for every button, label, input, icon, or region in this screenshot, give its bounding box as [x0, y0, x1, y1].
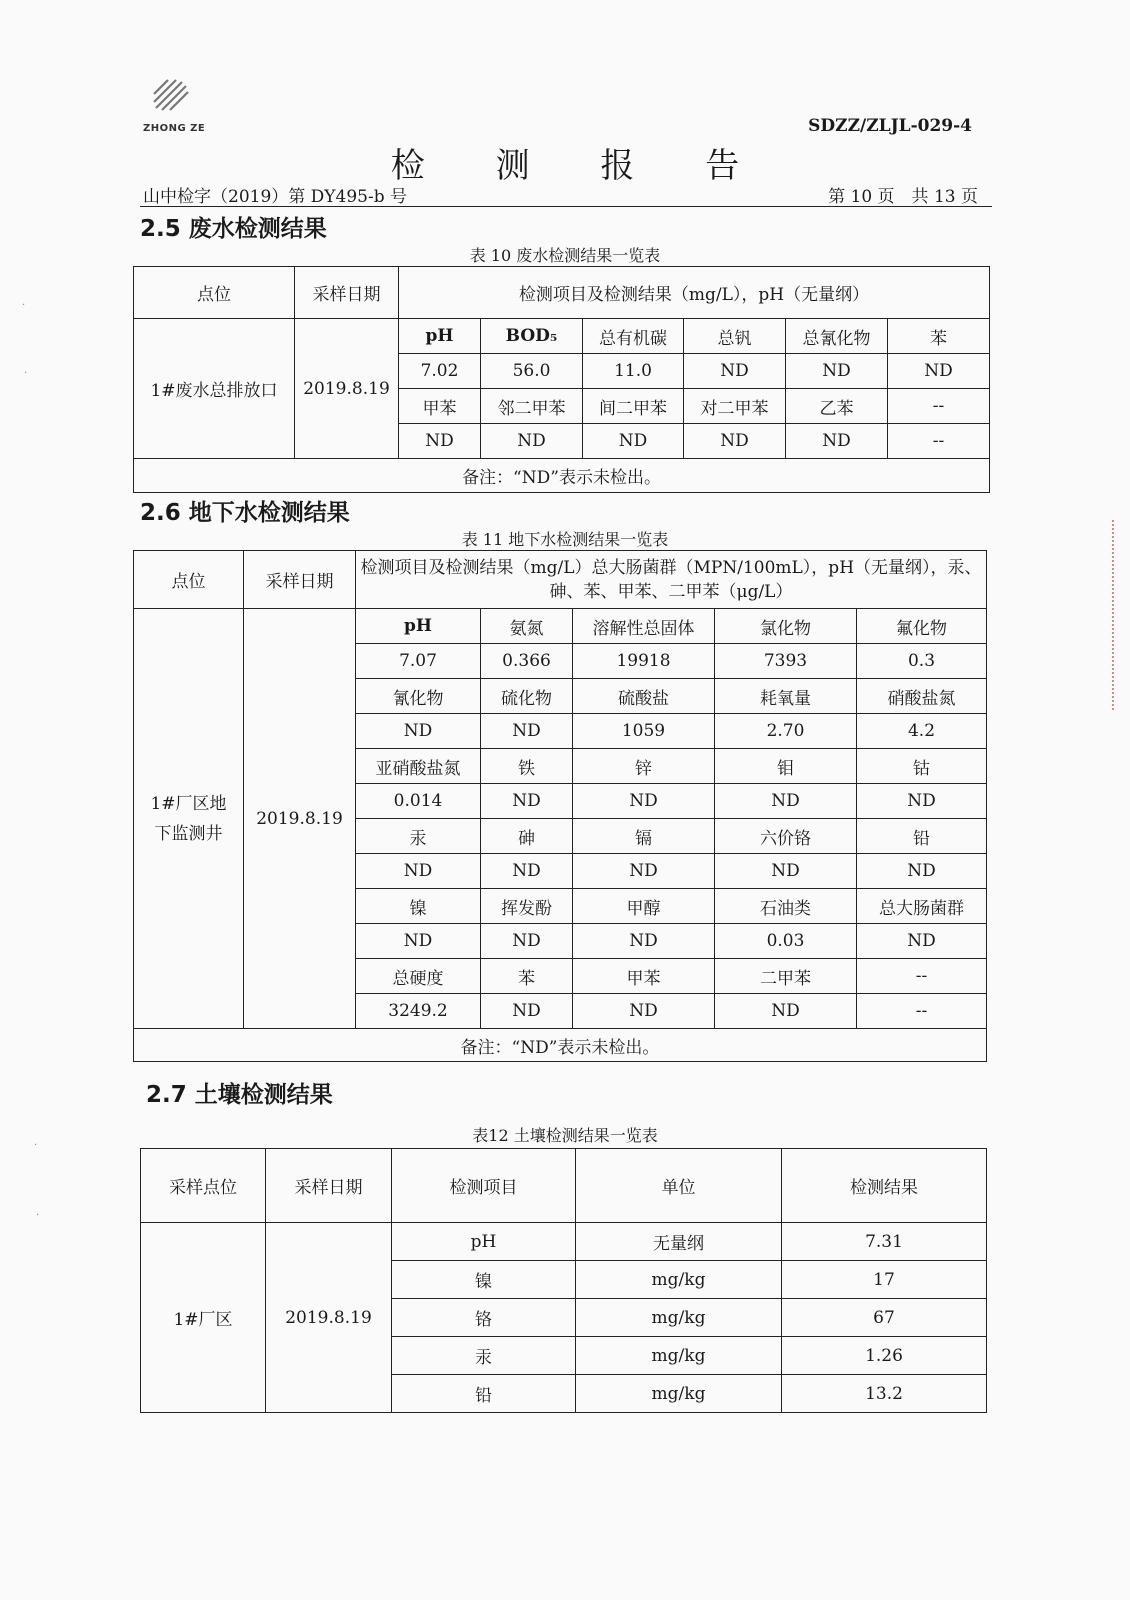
param-name: 乙苯 — [786, 389, 888, 424]
result-value: ND — [786, 354, 888, 389]
col-header-point: 采样点位 — [141, 1149, 266, 1223]
scan-speck: · — [22, 300, 26, 311]
unit: mg/kg — [576, 1337, 782, 1375]
param-name: 砷 — [481, 819, 573, 854]
param-name: 亚硝酸盐氮 — [356, 749, 481, 784]
result-value: 0.3 — [857, 644, 987, 679]
unit: mg/kg — [576, 1375, 782, 1413]
col-header-result: 检测结果 — [782, 1149, 987, 1223]
param-name: 六价铬 — [715, 819, 857, 854]
result-value: 7.31 — [782, 1223, 987, 1261]
col-header-date: 采样日期 — [266, 1149, 392, 1223]
result-value: 67 — [782, 1299, 987, 1337]
param-name: 间二甲苯 — [583, 389, 684, 424]
param-name: pH — [399, 319, 481, 354]
logo-text: ZHONG ZE — [143, 123, 206, 134]
unit: 无量纲 — [576, 1223, 782, 1261]
result-value: ND — [684, 424, 786, 459]
result-value: ND — [573, 784, 715, 819]
result-value: ND — [356, 854, 481, 889]
sampling-date: 2019.8.19 — [266, 1223, 392, 1413]
result-value: ND — [481, 854, 573, 889]
seal-edge-mark — [1112, 520, 1117, 710]
section-title-groundwater: 2.6 地下水检测结果 — [140, 500, 350, 526]
sampling-point: 1#厂区地下监测井 — [134, 609, 244, 1029]
param-name: 铬 — [392, 1299, 576, 1337]
result-value: ND — [399, 424, 481, 459]
scan-speck: · — [36, 1210, 40, 1221]
soil-table — [140, 1148, 987, 1413]
param-name: 甲苯 — [399, 389, 481, 424]
result-value: ND — [573, 924, 715, 959]
result-value: ND — [857, 784, 987, 819]
param-name: 铅 — [857, 819, 987, 854]
company-logo-icon — [146, 74, 192, 124]
result-value: ND — [857, 924, 987, 959]
param-name: 邻二甲苯 — [481, 389, 583, 424]
param-name: 钼 — [715, 749, 857, 784]
col-header-item: 检测项目 — [392, 1149, 576, 1223]
result-value: ND — [481, 994, 573, 1029]
unit: mg/kg — [576, 1299, 782, 1337]
result-value: ND — [481, 714, 573, 749]
param-name: 总钒 — [684, 319, 786, 354]
result-value: ND — [481, 784, 573, 819]
col-header-items: 检测项目及检测结果（mg/L）总大肠菌群（MPN/100mL），pH（无量纲），汞、砷、苯、甲苯、二甲苯（μg/L） — [356, 551, 987, 609]
sampling-point: 1#废水总排放口 — [134, 319, 295, 459]
result-value: -- — [888, 424, 990, 459]
param-name: 氟化物 — [857, 609, 987, 644]
param-name: 氰化物 — [356, 679, 481, 714]
result-value: 17 — [782, 1261, 987, 1299]
param-name: 锌 — [573, 749, 715, 784]
result-value: -- — [857, 994, 987, 1029]
param-name: BOD₅ — [481, 319, 583, 354]
result-value: ND — [684, 354, 786, 389]
param-name: 铁 — [481, 749, 573, 784]
param-name: pH — [392, 1223, 576, 1261]
page-number: 第 10 页 共 13 页 — [828, 187, 978, 207]
param-name: 总有机碳 — [583, 319, 684, 354]
section-title-soil: 2.7 土壤检测结果 — [146, 1082, 333, 1108]
param-name: 氯化物 — [715, 609, 857, 644]
param-name: 耗氧量 — [715, 679, 857, 714]
result-value: ND — [573, 994, 715, 1029]
param-name: 硝酸盐氮 — [857, 679, 987, 714]
param-name: 硫化物 — [481, 679, 573, 714]
col-header-date: 采样日期 — [244, 551, 356, 609]
result-value: 56.0 — [481, 354, 583, 389]
scan-speck: · — [34, 1140, 38, 1151]
result-value: ND — [786, 424, 888, 459]
section-title-wastewater: 2.5 废水检测结果 — [140, 216, 327, 242]
col-header-point: 点位 — [134, 551, 244, 609]
result-value: 0.03 — [715, 924, 857, 959]
result-value: 13.2 — [782, 1375, 987, 1413]
result-value: 1059 — [573, 714, 715, 749]
scan-speck: · — [24, 368, 28, 379]
result-value: 11.0 — [583, 354, 684, 389]
param-name: 总大肠菌群 — [857, 889, 987, 924]
col-header-items: 检测项目及检测结果（mg/L），pH（无量纲） — [399, 267, 990, 319]
result-value: ND — [356, 714, 481, 749]
result-value: ND — [888, 354, 990, 389]
table-caption-wastewater: 表 10 废水检测结果一览表 — [469, 246, 661, 265]
result-value: ND — [857, 854, 987, 889]
param-name: 镉 — [573, 819, 715, 854]
table-note: 备注：“ND”表示未检出。 — [134, 459, 990, 493]
result-value: ND — [715, 994, 857, 1029]
param-name: 铅 — [392, 1375, 576, 1413]
wastewater-table — [133, 266, 990, 493]
result-value: 2.70 — [715, 714, 857, 749]
param-name: 汞 — [392, 1337, 576, 1375]
result-value: ND — [356, 924, 481, 959]
sampling-point: 1#厂区 — [141, 1223, 266, 1413]
result-value: ND — [573, 854, 715, 889]
result-value: 7.02 — [399, 354, 481, 389]
param-name: 总氰化物 — [786, 319, 888, 354]
result-value: 1.26 — [782, 1337, 987, 1375]
result-value: 0.014 — [356, 784, 481, 819]
sampling-date: 2019.8.19 — [295, 319, 399, 459]
result-value: ND — [583, 424, 684, 459]
param-name: 镍 — [356, 889, 481, 924]
col-header-unit: 单位 — [576, 1149, 782, 1223]
col-header-date: 采样日期 — [295, 267, 399, 319]
result-value: 4.2 — [857, 714, 987, 749]
col-header-point: 点位 — [134, 267, 295, 319]
result-value: 0.366 — [481, 644, 573, 679]
table-caption-groundwater: 表 11 地下水检测结果一览表 — [461, 530, 669, 549]
result-value: ND — [715, 854, 857, 889]
unit: mg/kg — [576, 1261, 782, 1299]
param-name: 苯 — [481, 959, 573, 994]
result-value: ND — [481, 924, 573, 959]
param-name: 二甲苯 — [715, 959, 857, 994]
param-name: 甲苯 — [573, 959, 715, 994]
groundwater-table — [133, 550, 987, 1062]
report-number: 山中检字（2019）第 DY495-b 号 — [143, 187, 407, 207]
result-value: 19918 — [573, 644, 715, 679]
document-code: SDZZ/ZLJL-029-4 — [808, 116, 972, 136]
param-name: 对二甲苯 — [684, 389, 786, 424]
param-name: -- — [888, 389, 990, 424]
table-note: 备注：“ND”表示未检出。 — [134, 1029, 987, 1062]
result-value: 7.07 — [356, 644, 481, 679]
result-value: ND — [481, 424, 583, 459]
result-value: ND — [715, 784, 857, 819]
result-value: 7393 — [715, 644, 857, 679]
param-name: 挥发酚 — [481, 889, 573, 924]
param-name: -- — [857, 959, 987, 994]
param-name: 汞 — [356, 819, 481, 854]
table-caption-soil: 表12 土壤检测结果一览表 — [472, 1126, 658, 1145]
param-name: 石油类 — [715, 889, 857, 924]
param-name: 镍 — [392, 1261, 576, 1299]
param-name: 苯 — [888, 319, 990, 354]
param-name: 溶解性总固体 — [573, 609, 715, 644]
param-name: 硫酸盐 — [573, 679, 715, 714]
result-value: 3249.2 — [356, 994, 481, 1029]
header-divider — [140, 206, 992, 207]
param-name: 甲醇 — [573, 889, 715, 924]
param-name: 钴 — [857, 749, 987, 784]
document-title: 检 测 报 告 — [390, 146, 770, 186]
param-name: 氨氮 — [481, 609, 573, 644]
param-name: pH — [356, 609, 481, 644]
param-name: 总硬度 — [356, 959, 481, 994]
sampling-date: 2019.8.19 — [244, 609, 356, 1029]
